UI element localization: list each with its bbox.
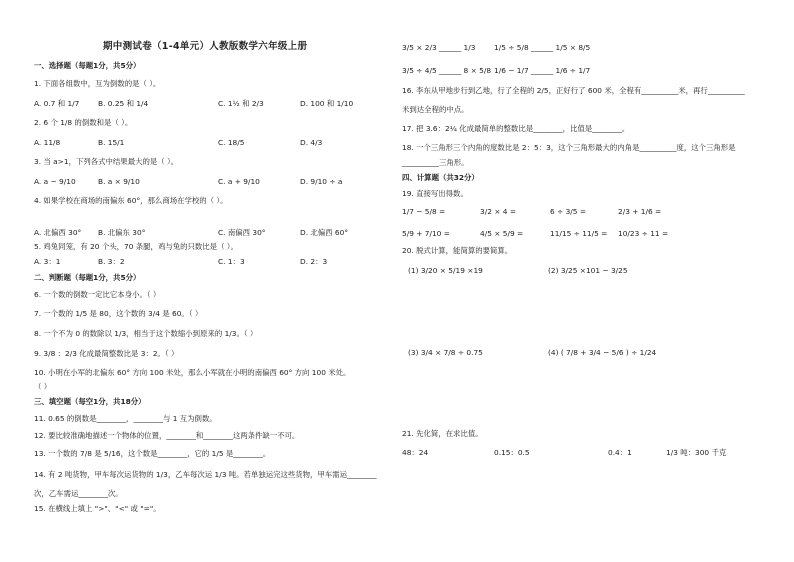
question-text: 19. 直接写出得数。 (402, 189, 468, 198)
question-text: 6 ÷ 3/5 = (550, 207, 587, 216)
question-text: 次，乙车需运________次。 (34, 489, 123, 498)
question-text: 18. 一个三角形三个内角的度数比是 2：5：3，这个三角形最大的内角是__________度，这个三角形是 (402, 143, 736, 152)
question-text: (4) ( 7/8 + 3/4 − 5/6 ) ÷ 1/24 (548, 348, 657, 357)
question-text: C. 1：3 (218, 257, 245, 266)
question-text: 6. 一个数的倒数一定比它本身小。（ ） (34, 290, 161, 299)
question-text: A. 3：1 (34, 257, 61, 266)
question-text: 7. 一个数的 1/5 是 80，这个数的 3/4 是 60。（ ） (34, 309, 203, 318)
question-text: C. 1½ 和 2/3 (218, 99, 264, 108)
question-text: D. 2：3 (300, 257, 328, 266)
question-text: 9. 3/8 ：2/3 化成最简整数比是 3：2。（ ） (34, 349, 179, 358)
question-text: D. 100 和 1/10 (300, 99, 354, 108)
question-text: 3/2 × 4 = (480, 207, 517, 216)
question-text: (1) 3/20 × 5/19 ×19 (408, 266, 483, 275)
question-text: 10/23 ÷ 11 = (618, 229, 669, 238)
question-text: 8. 一个不为 0 的数除以 1/3，相当于这个数缩小到原来的 1/3。（ ） (34, 329, 258, 338)
question-text: 17. 把 3.6：2¼ 化成最简单的整数比是________，比值是________。 (402, 124, 630, 133)
question-text: 12. 要比较准确地描述一个物体的位置，________和________这两条件缺一不可。 (34, 431, 300, 440)
question-text: B. 3：2 (98, 257, 125, 266)
question-text: B. a × 9/10 (98, 177, 140, 186)
question-text: 15. 在横线上填上 ">"、"<" 或 "="。 (34, 504, 161, 513)
section-heading: 二、判断题（每题1分，共5分） (34, 273, 141, 282)
question-text: 11. 0.65 的倒数是________，________与 1 互为倒数。 (34, 414, 217, 423)
question-text: 3/5 ÷ 4/5 ______ 8 × 5/8 (402, 66, 492, 75)
question-text: D. 4/3 (300, 138, 323, 147)
question-text: 2. 6 个 1/8 的倒数和是（ ）。 (34, 118, 133, 127)
question-text: A. 北偏西 30° (34, 228, 82, 237)
question-text: 21. 先化简，在求比值。 (402, 429, 483, 438)
question-text: C. a + 9/10 (218, 177, 260, 186)
question-text: 1/7 − 5/8 = (402, 207, 446, 216)
section-heading: 一、选择题（每题1分，共5分） (34, 61, 141, 70)
exam-title: 期中测试卷（1-4单元）人教版数学六年级上册 (103, 41, 308, 52)
question-text: D. 9/10 ÷ a (300, 177, 343, 186)
question-text: 2/3 + 1/6 = (618, 207, 662, 216)
question-text: B. 15/1 (98, 138, 125, 147)
question-text: A. 11/8 (34, 138, 61, 147)
question-text: 1/5 ÷ 5/8 ______ 1/5 × 8/5 (494, 43, 591, 52)
question-text: (2) 3/25 ×101 − 3/25 (548, 266, 628, 275)
question-text: 11/15 ÷ 11/5 = (550, 229, 608, 238)
question-text: 1. 下面各组数中，互为倒数的是（ ）。 (34, 79, 161, 88)
question-text: A. 0.7 和 1/7 (34, 99, 80, 108)
question-text: 3/5 × 2/3 ______ 1/3 (402, 43, 476, 52)
question-text: 20. 脱式计算，能简算的要简算。 (402, 246, 513, 255)
section-heading: 三、填空题（每空1分，共18分） (34, 397, 146, 406)
question-text: 1/3 吨：300 千克 (666, 448, 727, 457)
question-text: 10. 小明在小军的北偏东 60° 方向 100 米处，那么小军就在小明的南偏西 60° 方向 100 米处。 (34, 368, 351, 377)
question-text: 48：24 (402, 448, 429, 457)
question-text: 0.15：0.5 (494, 448, 530, 457)
question-text: 14. 有 2 吨货物，甲车每次运货物的 1/3，乙车每次运 1/3 吨。若单独运完这些货物，甲车需运________ (34, 470, 377, 479)
question-text: B. 北偏东 30° (98, 228, 146, 237)
question-text: 4/5 × 5/9 = (480, 229, 524, 238)
question-text: D. 北偏西 60° (300, 228, 349, 237)
question-text: （ ） (34, 382, 52, 391)
question-text: 0.4：1 (608, 448, 632, 457)
question-text: 米到达全程的中点。 (402, 105, 469, 114)
question-text: (3) 3/4 × 7/8 ÷ 0.75 (408, 348, 483, 357)
question-text: B. 0.25 和 1/4 (98, 99, 149, 108)
question-text: 16. 李东从甲地步行到乙地，行了全程的 2/5，正好行了 600 米，全程有__________米，再行__________ (402, 86, 745, 95)
question-text: C. 18/5 (218, 138, 245, 147)
section-heading: 四、计算题（共32分） (402, 173, 479, 182)
question-text: 4. 如果学校在商场的南偏东 60°，那么商场在学校的（ ）。 (34, 196, 228, 205)
question-text: 3. 当 a>1，下列各式中结果最大的是（ ）。 (34, 157, 179, 166)
question-text: C. 南偏西 30° (218, 228, 266, 237)
question-text: 13. 一个数的 7/8 是 5/16，这个数是________，它的 1/5 是________。 (34, 449, 271, 458)
question-text: 1/6 − 1/7 ______ 1/6 ÷ 1/7 (494, 66, 591, 75)
question-text: __________三角形。 (402, 158, 469, 167)
question-text: 5/9 + 7/10 = (402, 229, 450, 238)
question-text: 5. 鸡兔同笼，有 20 个头，70 条腿，鸡与兔的只数比是（ ）。 (34, 242, 238, 251)
question-text: A. a − 9/10 (34, 177, 76, 186)
